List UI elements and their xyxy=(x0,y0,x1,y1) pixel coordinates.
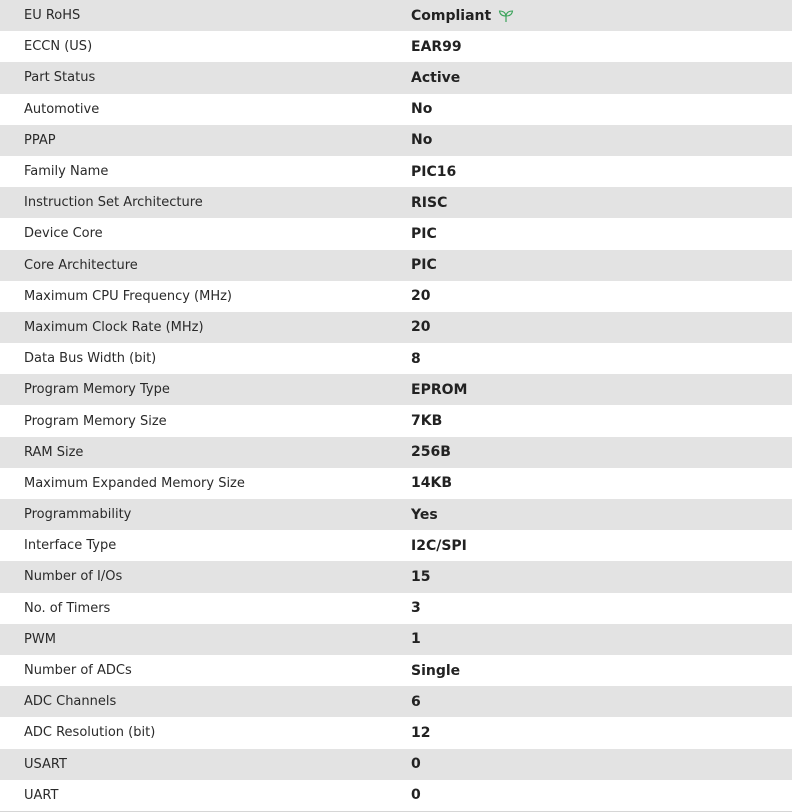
spec-row-max-cpu-frequency xyxy=(0,281,792,312)
spec-value: Yes xyxy=(411,506,438,523)
spec-value-text: Compliant xyxy=(411,7,492,24)
spec-label: Number of ADCs xyxy=(24,663,132,679)
spec-row-adc-channels xyxy=(0,686,792,717)
spec-row-program-memory-size xyxy=(0,405,792,436)
spec-value: RISC xyxy=(411,194,448,211)
spec-value: I2C/SPI xyxy=(411,537,467,554)
spec-label: PWM xyxy=(24,631,56,647)
spec-value: 256B xyxy=(411,444,451,461)
spec-label: USART xyxy=(24,756,67,772)
spec-label: ADC Channels xyxy=(24,694,117,710)
spec-value: 20 xyxy=(411,288,431,305)
spec-value: 14KB xyxy=(411,475,453,492)
spec-row-family-name xyxy=(0,156,792,187)
spec-value: EAR99 xyxy=(411,38,462,55)
spec-row-data-bus-width xyxy=(0,343,792,374)
spec-row-pwm xyxy=(0,624,792,655)
spec-row-interface-type xyxy=(0,530,792,561)
spec-value: Single xyxy=(411,662,461,679)
spec-row-instruction-set xyxy=(0,187,792,218)
spec-row-uart xyxy=(0,780,792,812)
spec-value: Active xyxy=(411,69,461,86)
spec-label: Maximum CPU Frequency (MHz) xyxy=(24,288,232,304)
spec-label: Program Memory Type xyxy=(24,382,170,398)
spec-label: Data Bus Width (bit) xyxy=(24,351,157,367)
spec-row-eu-rohs xyxy=(0,0,792,31)
spec-row-max-expanded-memory xyxy=(0,468,792,499)
spec-value: 0 xyxy=(411,756,421,773)
spec-value: 6 xyxy=(411,693,421,710)
spec-label: UART xyxy=(24,787,59,803)
spec-row-ram-size xyxy=(0,437,792,468)
spec-label: PPAP xyxy=(24,132,56,148)
spec-value: PIC16 xyxy=(411,163,457,180)
spec-value: PIC xyxy=(411,257,437,274)
spec-row-timers xyxy=(0,593,792,624)
spec-label: Programmability xyxy=(24,507,132,523)
spec-label: EU RoHS xyxy=(24,8,81,24)
spec-label: Maximum Clock Rate (MHz) xyxy=(24,319,204,335)
spec-label: Program Memory Size xyxy=(24,413,167,429)
spec-row-adc-resolution xyxy=(0,717,792,748)
spec-value: 8 xyxy=(411,350,421,367)
spec-value: 0 xyxy=(411,787,421,804)
spec-label: RAM Size xyxy=(24,444,84,460)
spec-label: Interface Type xyxy=(24,538,117,554)
spec-label: Family Name xyxy=(24,164,109,180)
spec-label: Device Core xyxy=(24,226,103,242)
spec-row-number-of-adcs xyxy=(0,655,792,686)
spec-value xyxy=(411,8,514,24)
spec-row-max-clock-rate xyxy=(0,312,792,343)
spec-row-usart xyxy=(0,749,792,780)
spec-label: Automotive xyxy=(24,101,100,117)
spec-label: Core Architecture xyxy=(24,257,138,273)
leaf-icon xyxy=(498,9,514,23)
spec-row-programmability xyxy=(0,499,792,530)
spec-value: 20 xyxy=(411,319,431,336)
spec-value: No xyxy=(411,101,433,118)
spec-value: PIC xyxy=(411,225,437,242)
spec-row-number-of-ios xyxy=(0,561,792,592)
spec-value: 12 xyxy=(411,724,431,741)
spec-value: EPROM xyxy=(411,381,468,398)
spec-value: 3 xyxy=(411,600,421,617)
spec-label: Maximum Expanded Memory Size xyxy=(24,475,245,491)
spec-row-part-status xyxy=(0,62,792,93)
spec-label: Instruction Set Architecture xyxy=(24,195,203,211)
spec-label: Number of I/Os xyxy=(24,569,123,585)
spec-label: No. of Timers xyxy=(24,600,111,616)
spec-value: 1 xyxy=(411,631,421,648)
spec-value: 15 xyxy=(411,568,431,585)
spec-row-device-core xyxy=(0,218,792,249)
spec-row-eccn xyxy=(0,31,792,62)
spec-value: 7KB xyxy=(411,413,443,430)
spec-value: No xyxy=(411,132,433,149)
spec-label: ADC Resolution (bit) xyxy=(24,725,156,741)
spec-label: ECCN (US) xyxy=(24,39,93,55)
spec-row-automotive xyxy=(0,94,792,125)
spec-label: Part Status xyxy=(24,70,96,86)
spec-row-program-memory-type xyxy=(0,374,792,405)
spec-row-ppap xyxy=(0,125,792,156)
spec-row-core-architecture xyxy=(0,250,792,281)
